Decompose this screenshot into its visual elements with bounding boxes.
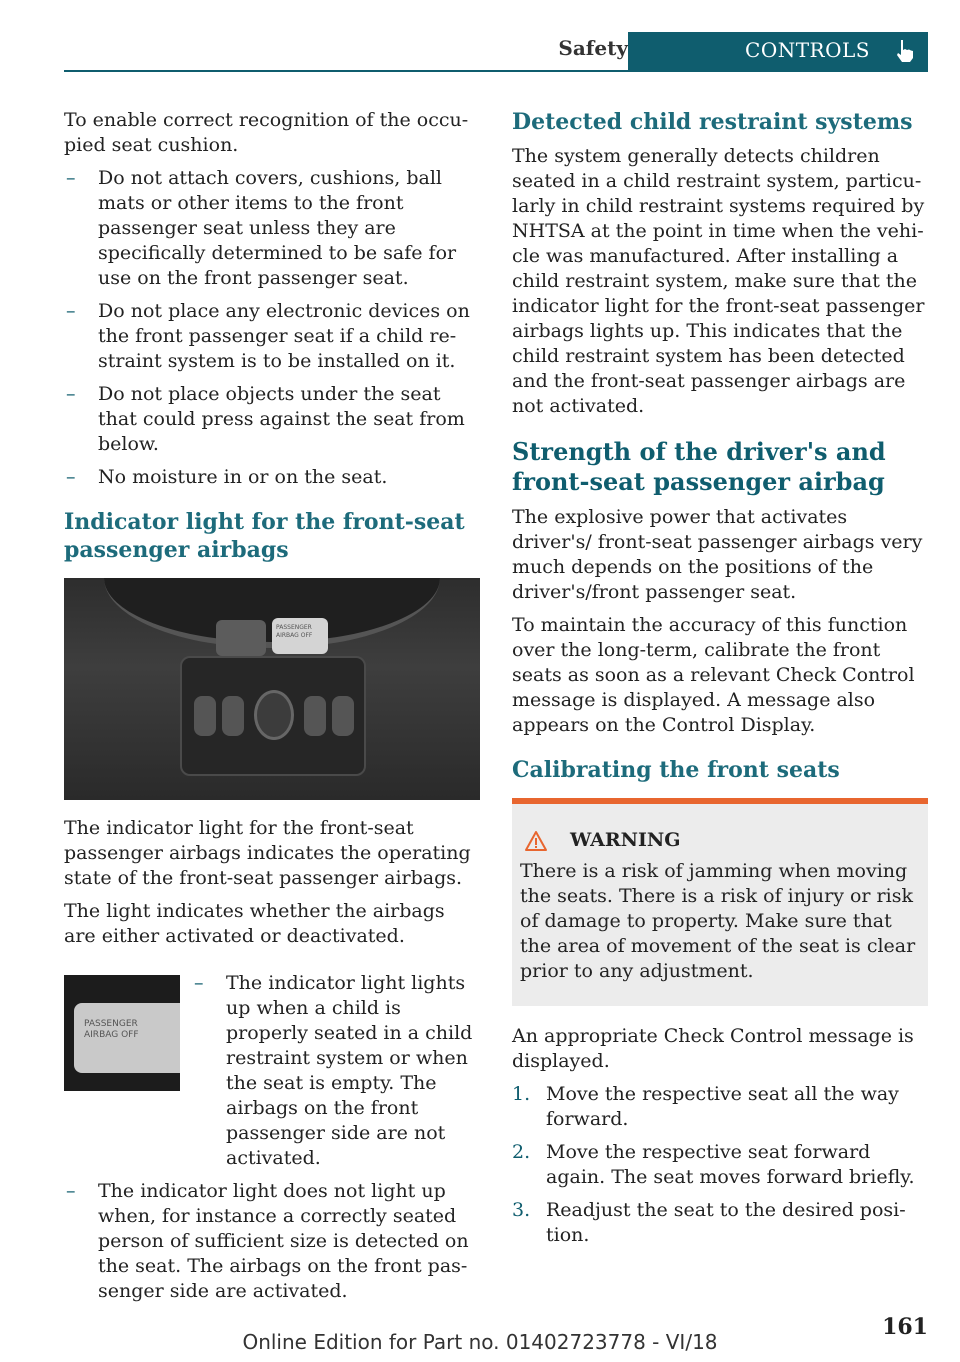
dash-bullet: – [66, 466, 76, 488]
inset-label-passenger: PASSENGER [84, 1019, 138, 1029]
warning-title-text: WARNING [570, 829, 681, 851]
detected-paragraph: The system generally detects children seated in a child restraint system, particularly in child restraint systems required by NHTSA at the point in time when the vehicle was manufactured. After installing a child restraint system, make sure that the indicator light for the front-seat passenger airbags lights up. This indicates that the child restraint system has been detected and the front-seat passenger airbags are not activated. [512, 145, 925, 417]
list-item: – The indicator light lights up when a child is properly seated in a child restraint system or when the seat is empty. The airbags on the front passenger side are not activated. [194, 972, 473, 1169]
list-item: – The indicator light does not light up when, for instance a correctly seated person of sufficient size is detected on the seat. The airbags on the front passenger side are activated. [66, 1180, 469, 1302]
page-header [64, 32, 928, 72]
header-chapter-tab [628, 32, 928, 70]
heading-calibrating-seats: Calibrating the front seats [512, 757, 840, 783]
indicator-paragraph-2: The light indicates whether the airbags are either activated or deactivated. [64, 900, 445, 947]
list-item: – Do not place objects under the seat that could press against the seat from below. [66, 383, 465, 455]
list-item: – Do not attach covers, cushions, ball mats or other items to the front passenger seat unless they are specifically determined to be safe for use on the front passenger seat. [66, 167, 457, 289]
list-item: – Do not place any electronic devices on the front passenger seat if a child restraint system is to be installed on it. [66, 300, 470, 372]
strength-paragraph-1: The explosive power that activates driver's/ front-seat passenger airbags very much depends on the positions of the driver's/front passenger seat. [512, 506, 923, 603]
right-column [512, 108, 928, 1256]
header-chapter-label: CONTROLS [745, 38, 870, 62]
dash-bullet: – [66, 300, 76, 322]
warning-body: There is a risk of jamming when moving the seats. There is a risk of injury or risk of damage to property. Make sure that the area of movement of the seat is clear prior to any adjustment. [520, 860, 916, 982]
list-item: 1. Move the respective seat all the way forward. [512, 1083, 899, 1130]
heading-detected-systems: Detected child restraint systems [512, 109, 913, 135]
intro-paragraph: To enable correct recognition of the occupied seat cushion. [64, 109, 469, 156]
calibration-steps [512, 1082, 928, 1248]
page-number: 161 [882, 1314, 928, 1340]
indicator-state-list-2 [64, 1179, 482, 1304]
dash-bullet: – [66, 383, 76, 405]
airbag-indicator-lamp: PASSENGER AIRBAG OFF [272, 618, 328, 654]
edition-footer: Online Edition for Part no. 01402723778 - VI/18 [242, 1330, 718, 1354]
check-control-paragraph: An appropriate Check Control message is displayed. [512, 1025, 914, 1072]
dash-bullet: – [194, 972, 204, 994]
left-column [64, 108, 482, 1312]
list-item: – No moisture in or on the seat. [66, 466, 388, 488]
warning-title [520, 828, 920, 853]
indicator-paragraph-1: The indicator light for the front-seat passenger airbags indicates the operating state of the front-seat passenger airbags. [64, 817, 471, 889]
indicator-closeup-image [64, 975, 180, 1091]
pointing-hand-icon [892, 38, 918, 64]
inset-label-airbag-off: AIRBAG OFF [84, 1030, 139, 1040]
seat-precautions-list [64, 166, 482, 490]
list-item: 3. Readjust the seat to the desired position. [512, 1199, 906, 1246]
heading-indicator-light: Indicator light for the front-seat passenger airbags [64, 509, 465, 563]
indicator-state-row [64, 971, 482, 1171]
list-item: 2. Move the respective seat forward again. The seat moves forward briefly. [512, 1141, 915, 1188]
strength-paragraph-2: To maintain the accuracy of this function over the long-term, calibrate the front seats as soon as a relevant Check Control message is displayed. A message also appears on the Control Display. [512, 614, 915, 736]
header-section-title: Safety [558, 36, 628, 60]
dash-bullet: – [66, 167, 76, 189]
heading-airbag-strength: Strength of the driver's and front-seat passenger airbag [512, 437, 886, 496]
dashboard-photo [64, 578, 480, 800]
warning-triangle-icon [524, 830, 548, 852]
indicator-state-list [192, 971, 482, 1171]
warning-box [512, 798, 928, 1006]
dash-bullet: – [66, 1180, 76, 1202]
header-rule [64, 70, 928, 72]
